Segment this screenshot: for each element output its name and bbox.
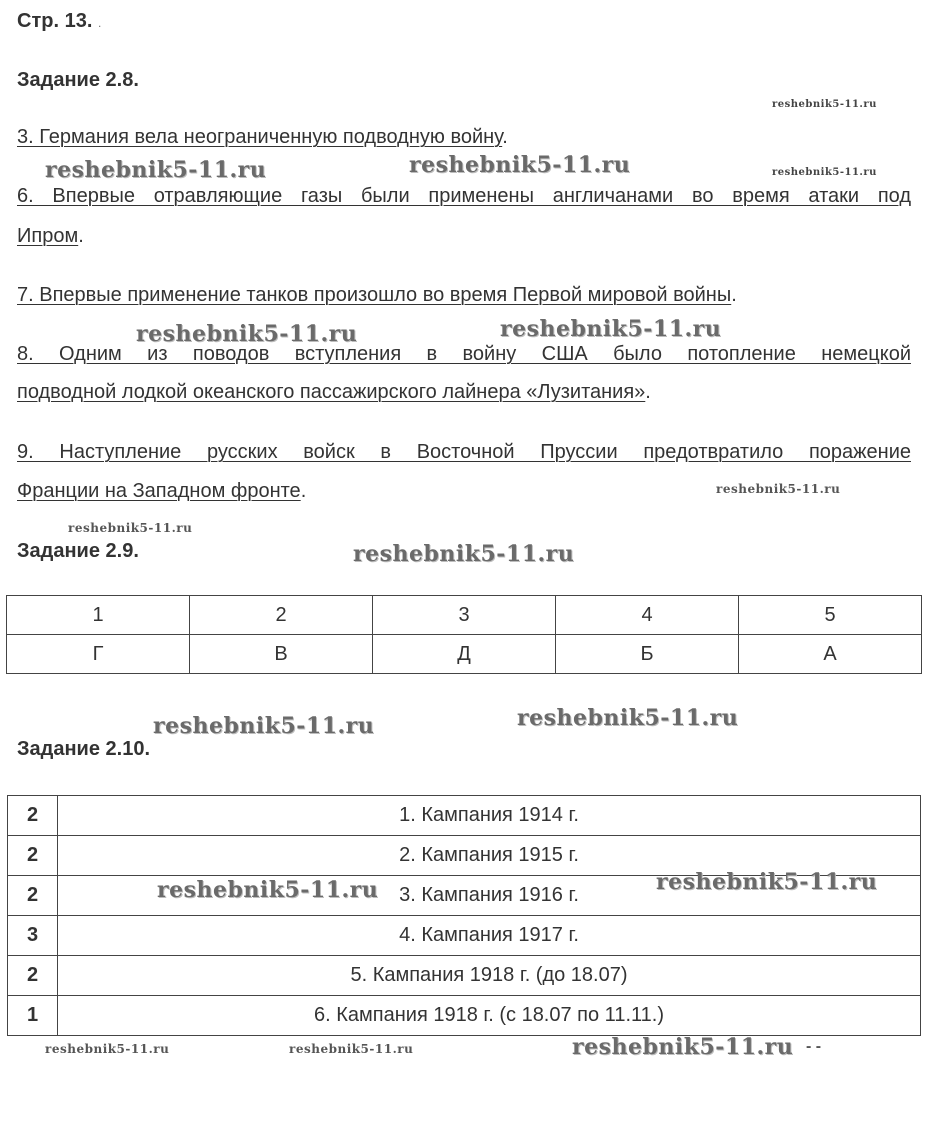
task-2-9-table bbox=[6, 595, 922, 674]
table-cell: Б bbox=[556, 635, 739, 674]
item-8-line2: подводной лодкой океанского пассажирского лайнера «Лузитания» bbox=[17, 381, 646, 403]
row-number: 2 bbox=[8, 796, 58, 836]
watermark: reshebnik5-11.ru bbox=[500, 316, 722, 342]
watermark: reshebnik5-11.ru bbox=[353, 541, 575, 567]
watermark: reshebnik5-11.ru bbox=[68, 521, 193, 535]
task-2-9-title: Задание 2.9. bbox=[17, 540, 139, 562]
task-2-8-item-6-line1 bbox=[17, 184, 911, 208]
page-label bbox=[17, 10, 101, 33]
row-name: 1. Кампания 1914 г. bbox=[58, 796, 921, 836]
watermark: reshebnik5-11.ru bbox=[572, 1034, 794, 1060]
watermark: reshebnik5-11.ru bbox=[772, 167, 877, 178]
watermark: reshebnik5-11.ru bbox=[517, 705, 739, 731]
table-row bbox=[8, 796, 921, 836]
table-cell: В bbox=[190, 635, 373, 674]
table-cell: 3 bbox=[373, 596, 556, 635]
item-9-line2: Франции на Западном фронте bbox=[17, 480, 301, 502]
table-cell: 5 bbox=[739, 596, 922, 635]
table-cell: 2 bbox=[190, 596, 373, 635]
table-row bbox=[8, 996, 921, 1036]
row-name: 5. Кампания 1918 г. (до 18.07) bbox=[58, 956, 921, 996]
item-8-line1: 8. Одним из поводов вступления в войну США было потопление немецкой bbox=[17, 343, 911, 365]
watermark: reshebnik5-11.ru bbox=[656, 869, 878, 895]
task-2-8-item-8-line2 bbox=[17, 380, 911, 404]
watermark: reshebnik5-11.ru bbox=[157, 877, 379, 903]
task-2-8-item-3 bbox=[17, 125, 911, 149]
page-label-text: Стр. 13. bbox=[17, 10, 93, 32]
watermark: reshebnik5-11.ru bbox=[45, 157, 267, 183]
item-6-line2: Ипром bbox=[17, 225, 79, 247]
row-name: 4. Кампания 1917 г. bbox=[58, 916, 921, 956]
row-number: 3 bbox=[8, 916, 58, 956]
row-number: 2 bbox=[8, 836, 58, 876]
watermark: reshebnik5-11.ru bbox=[136, 321, 358, 347]
trailing-marks: - - bbox=[806, 1038, 822, 1055]
table-row bbox=[8, 956, 921, 996]
task-2-8-title: Задание 2.8. bbox=[17, 69, 139, 91]
row-number: 1 bbox=[8, 996, 58, 1036]
table-row bbox=[7, 635, 922, 674]
item-7-text: 7. Впервые применение танков произошло во время Первой мировой войны bbox=[17, 284, 732, 306]
task-2-8-item-9-line1 bbox=[17, 440, 911, 464]
item-3-end: . bbox=[502, 126, 508, 148]
watermark: reshebnik5-11.ru bbox=[409, 152, 631, 178]
watermark: reshebnik5-11.ru bbox=[772, 99, 877, 110]
task-2-10-title: Задание 2.10. bbox=[17, 738, 151, 760]
item-6-end: . bbox=[78, 225, 84, 247]
watermark: reshebnik5-11.ru bbox=[289, 1042, 414, 1056]
table-cell: Д bbox=[373, 635, 556, 674]
item-9-end: . bbox=[300, 480, 307, 502]
table-cell: А bbox=[739, 635, 922, 674]
task-2-10-table bbox=[7, 795, 921, 1036]
row-number: 2 bbox=[8, 876, 58, 916]
table-row bbox=[8, 916, 921, 956]
item-8-end: . bbox=[645, 381, 651, 403]
row-number: 2 bbox=[8, 956, 58, 996]
watermark: reshebnik5-11.ru bbox=[153, 713, 375, 739]
watermark: reshebnik5-11.ru bbox=[45, 1042, 170, 1056]
watermark: reshebnik5-11.ru bbox=[716, 482, 841, 496]
page-label-dot: . bbox=[97, 16, 102, 30]
table-header-row bbox=[7, 596, 922, 635]
item-3-text: 3. Германия вела неограниченную подводную войну bbox=[17, 126, 503, 148]
table-cell: 4 bbox=[556, 596, 739, 635]
item-9-line1: 9. Наступление русских войск в Восточной Пруссии предотвратило поражение bbox=[17, 441, 911, 463]
item-7-end: . bbox=[731, 284, 737, 306]
row-name: 2. Кампания 1915 г. bbox=[58, 836, 921, 876]
table-cell: 1 bbox=[7, 596, 190, 635]
row-name: 6. Кампания 1918 г. (с 18.07 по 11.11.) bbox=[58, 996, 921, 1036]
item-6-line1: 6. Впервые отравляющие газы были применены англичанами во время атаки под bbox=[17, 185, 911, 207]
task-2-8-item-7 bbox=[17, 283, 911, 307]
table-cell: Г bbox=[7, 635, 190, 674]
row-name: 3. Кампания 1916 г. bbox=[58, 876, 921, 916]
task-2-8-item-6-line2 bbox=[17, 224, 911, 248]
